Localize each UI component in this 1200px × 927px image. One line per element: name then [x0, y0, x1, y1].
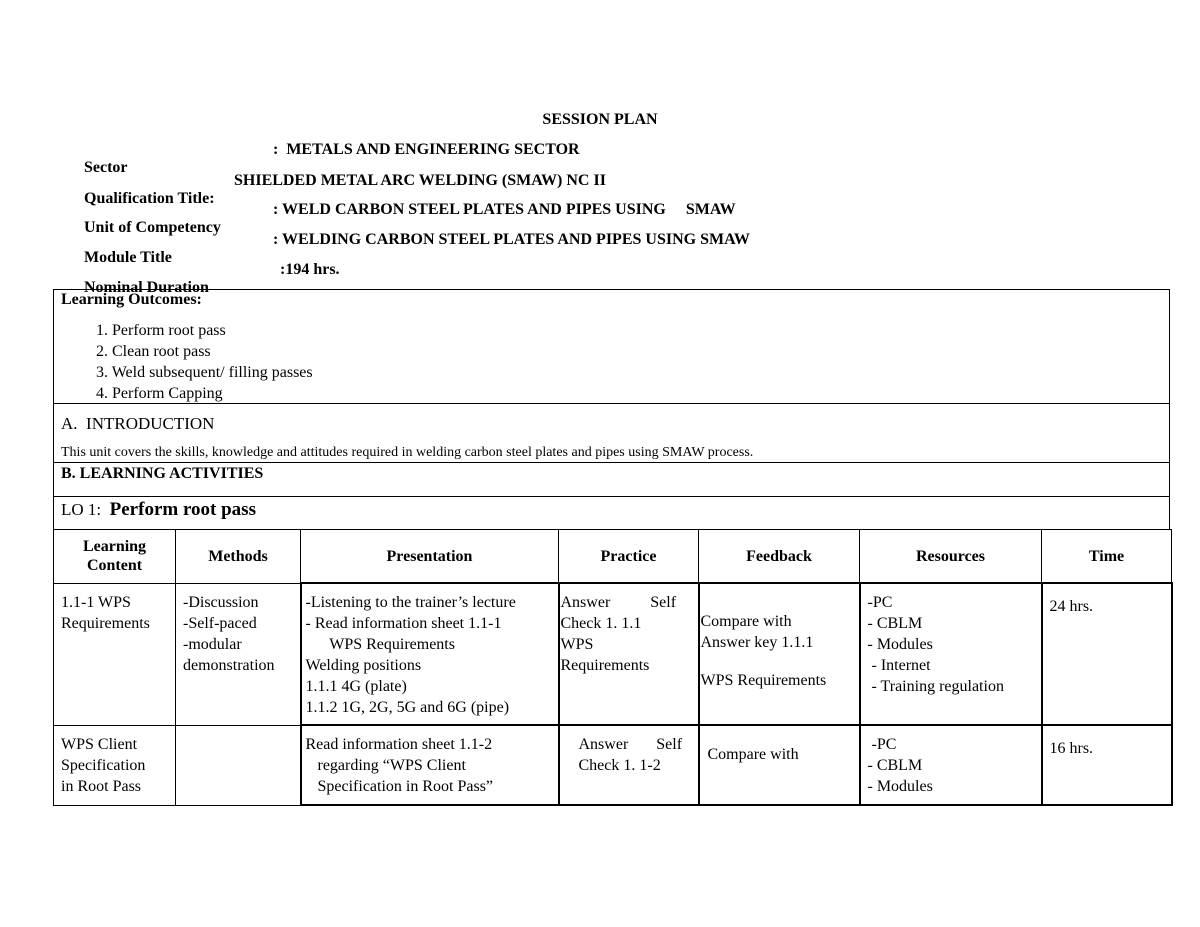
- content-cell: [54, 583, 176, 725]
- cell-line: 16 hrs.: [1049, 740, 1094, 757]
- cell-line: - Training regulation: [867, 678, 1004, 695]
- cell-line: demonstration: [183, 656, 275, 674]
- cell-line: - Modules: [867, 778, 933, 795]
- cell-line: Requirements: [61, 614, 150, 632]
- cell-line: 1.1-1 WPS: [61, 593, 131, 611]
- cell-line: 1.1.1 4G (plate): [305, 678, 407, 695]
- cell-line: Answer Self: [560, 594, 677, 611]
- column-header: Time: [1042, 530, 1172, 584]
- qualification-label: Qualification Title:: [84, 190, 215, 207]
- cell-line: - Internet: [867, 657, 931, 674]
- outcome-item: 1. Perform root pass: [96, 322, 226, 339]
- column-header: Resources: [860, 530, 1042, 584]
- resources-cell: [860, 725, 1042, 805]
- table-row: [54, 583, 1172, 725]
- cell-line: regarding “WPS Client: [305, 757, 466, 774]
- column-header: Learning Content: [54, 530, 176, 584]
- cell-line: [701, 653, 853, 670]
- cell-line: -PC: [867, 736, 897, 753]
- column-header: Methods: [176, 530, 301, 584]
- table-row: [54, 725, 1172, 805]
- cell-line: - CBLM: [867, 757, 923, 774]
- outcome-item: 3. Weld subsequent/ filling passes: [96, 364, 313, 381]
- cell-line: - CBLM: [867, 615, 923, 632]
- lo1-title: Perform root pass: [109, 499, 256, 520]
- cell-line: -modular: [183, 635, 242, 653]
- column-header: Feedback: [699, 530, 860, 584]
- cell-line: 1.1.2 1G, 2G, 5G and 6G (pipe): [305, 699, 510, 716]
- practice-cell: [559, 583, 699, 725]
- learning-activities-table: [53, 529, 1173, 806]
- cell-line: WPS Requirements: [305, 636, 455, 653]
- feedback-cell: [699, 725, 860, 805]
- methods-cell: [176, 725, 301, 805]
- cell-line: -PC: [867, 594, 893, 611]
- duration-value: :194 hrs.: [280, 261, 340, 278]
- cell-line: Answer Self: [578, 736, 683, 753]
- cell-line: Check 1. 1.1: [560, 615, 642, 632]
- resources-cell: [860, 583, 1042, 725]
- sector-label: Sector: [84, 159, 128, 176]
- lo1-heading: [61, 499, 256, 521]
- table-header-row: [54, 530, 1172, 584]
- cell-line: Welding positions: [305, 657, 422, 674]
- document-title: SESSION PLAN: [542, 111, 658, 128]
- time-cell: [1042, 725, 1172, 805]
- unit-label: Unit of Competency: [84, 219, 221, 236]
- module-label: Module Title: [84, 249, 172, 266]
- cell-line: Compare with: [707, 746, 799, 763]
- practice-cell: [559, 725, 699, 805]
- outcome-item: 4. Perform Capping: [96, 385, 223, 402]
- divider: [53, 403, 1170, 404]
- column-header: Practice: [559, 530, 699, 584]
- content-cell: [54, 725, 176, 805]
- introduction-heading: A. INTRODUCTION: [61, 414, 215, 433]
- lo1-prefix: LO 1:: [61, 500, 102, 519]
- cell-line: Compare with: [700, 613, 792, 630]
- cell-line: -Discussion: [183, 593, 259, 611]
- cell-line: Specification in Root Pass”: [305, 778, 494, 795]
- methods-cell: [176, 583, 301, 725]
- cell-line: WPS: [560, 636, 594, 653]
- outcome-item: 2. Clean root pass: [96, 343, 211, 360]
- presentation-cell: [301, 583, 559, 725]
- time-cell: [1042, 583, 1172, 725]
- cell-line: Specification: [61, 756, 146, 774]
- cell-line: Requirements: [560, 657, 650, 674]
- feedback-cell: [699, 583, 860, 725]
- cell-line: in Root Pass: [61, 777, 142, 795]
- sector-value: : METALS AND ENGINEERING SECTOR: [273, 141, 580, 158]
- cell-line: - Read information sheet 1.1-1: [305, 615, 502, 632]
- cell-line: Read information sheet 1.1-2: [305, 736, 493, 753]
- divider: [53, 462, 1170, 463]
- cell-line: WPS Client: [61, 735, 138, 753]
- cell-line: WPS Requirements: [700, 672, 827, 689]
- cell-line: -Self-paced: [183, 614, 257, 632]
- cell-line: 24 hrs.: [1049, 598, 1094, 615]
- qualification-value: SHIELDED METAL ARC WELDING (SMAW) NC II: [234, 172, 606, 189]
- introduction-text: This unit covers the skills, knowledge and attitudes required in welding carbon steel plates and pipes using SMAW process.: [61, 445, 754, 460]
- learning-outcomes-heading: Learning Outcomes:: [61, 291, 202, 308]
- cell-line: -Listening to the trainer’s lecture: [305, 594, 516, 611]
- learning-activities-heading: B. LEARNING ACTIVITIES: [61, 465, 264, 482]
- unit-value: : WELD CARBON STEEL PLATES AND PIPES USING SMAW: [273, 201, 736, 218]
- cell-line: - Modules: [867, 636, 933, 653]
- cell-line: Answer key 1.1.1: [700, 634, 814, 651]
- presentation-cell: [301, 725, 559, 805]
- cell-line: Check 1. 1-2: [578, 757, 661, 774]
- duration-label: Nominal Duration: [84, 279, 209, 296]
- column-header: Presentation: [301, 530, 559, 584]
- divider: [53, 496, 1170, 497]
- module-value: : WELDING CARBON STEEL PLATES AND PIPES USING SMAW: [273, 231, 750, 248]
